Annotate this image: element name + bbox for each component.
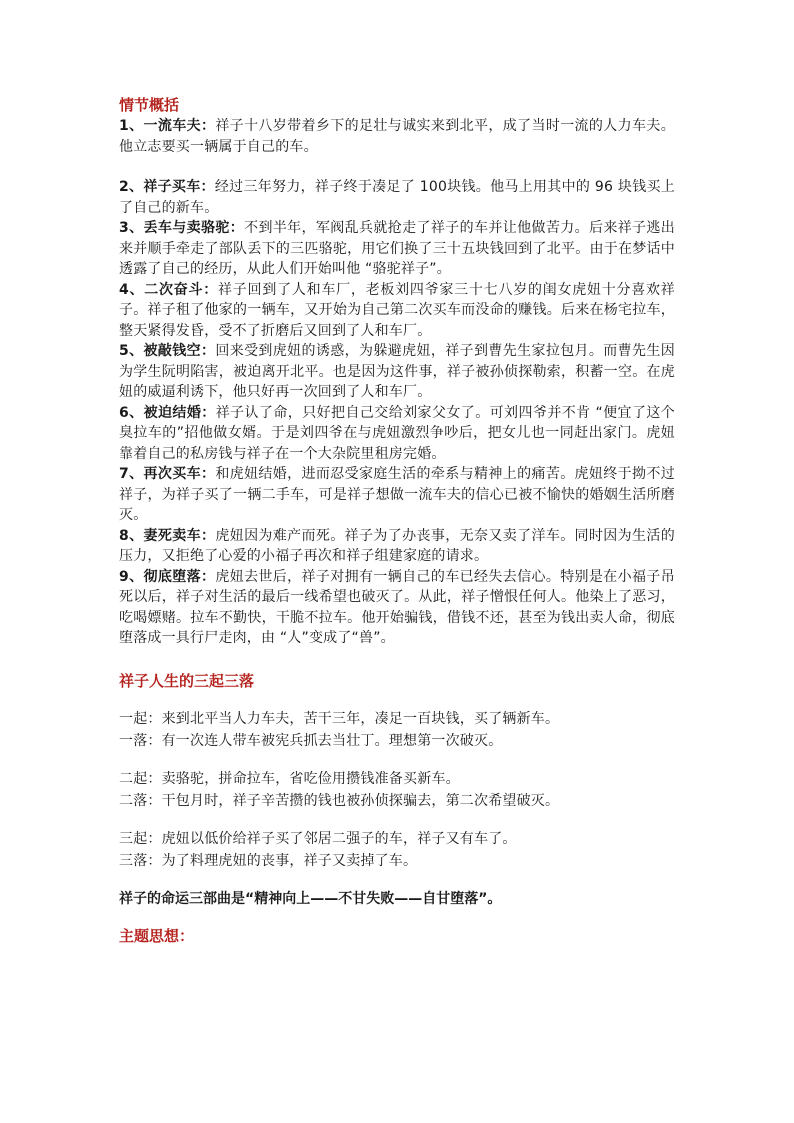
plot-item [119, 403, 675, 465]
spacer [119, 752, 675, 768]
plot-item-label: 3、丢车与卖骆驼： [119, 220, 245, 236]
spacer [119, 157, 675, 177]
plot-item-label: 6、被迫结婚： [119, 404, 216, 421]
plot-item-text: 经过三年努力，祥子终于凑足了 100块钱。他马上用其中的 96 块钱买上了自己的新车。 [119, 179, 675, 216]
section-title-theme: 主题思想： [119, 926, 195, 945]
plot-item-text: 虎妞去世后，祥子对拥有一辆自己的车已经失去信心。特别是在小福子吊死以后，祥子对生活的最后一线希望也破灭了。从此，祥子憎恨任何人。他染上了恶习，吃喝嫖赌。拉车不勤快，干脆不拉车。他开始骗钱，借钱不还，甚至为钱出卖人命，彻底堕落成一具行尸走肉，由 “人”变成了“兽”。 [119, 568, 675, 646]
fate-trilogy-summary: 祥子的命运三部曲是“精神向上——不甘失败——自甘堕落”。 [119, 890, 502, 907]
spacer [119, 692, 675, 708]
plot-item-label: 9、彻底堕落： [119, 568, 216, 585]
plot-item [119, 464, 675, 526]
plot-item [119, 526, 675, 567]
plot-item [119, 280, 675, 342]
spacer [119, 872, 675, 888]
spacer [119, 812, 675, 828]
plot-item-text: 祥子认了命，只好把自己交给刘家父女了。可刘四爷并不肯 “便宜了这个臭拉车的”招他做女婿。于是刘四爷在与虎妞激烈争吵后，把女儿也一同赶出家门。虎妞靠着自己的私房钱与祥子在一个大杂院里租房完婚。 [119, 404, 675, 462]
plot-item-text: 虎妞因为难产而死。祥子为了办丧事，无奈又卖了洋车。同时因为生活的压力，又拒绝了心爱的小福子再次和祥子组建家庭的请求。 [119, 527, 675, 564]
plot-item-text: 不到半年，军阀乱兵就抢走了祥子的车并让他做苦力。后来祥子逃出来并顺手牵走了部队丢下的三匹骆驼，用它们换了三十五块钱回到了北平。由于在梦话中透露了自己的经历，从此人们开始叫他 “骆驼祥子”。 [119, 220, 676, 277]
rise-fall-line: 二起：卖骆驼，拼命拉车，省吃俭用攒钱准备买新车。 [119, 770, 460, 787]
rise-fall-line: 一落：有一次连人带车被宪兵抓去当壮丁。理想第一次破灭。 [119, 732, 503, 749]
spacer [119, 649, 675, 671]
plot-item-label: 4、二次奋斗： [119, 281, 219, 298]
plot-item [119, 177, 675, 218]
plot-item-label: 2、祥子买车： [119, 179, 215, 195]
rise-fall-line: 三起：虎妞以低价给祥子买了邻居二强子的车，祥子又有车了。 [119, 830, 517, 847]
plot-item-text: 祥子十八岁带着乡下的足壮与诚实来到北平，成了当时一流的人力车夫。他立志要买一辆属于自己的车。 [119, 118, 675, 155]
plot-item-text: 和虎妞结婚，进而忍受家庭生活的牵系与精神上的痛苦。虎妞终于拗不过祥子，为祥子买了一辆二手车，可是祥子想做一流车夫的信心已被不愉快的婚姻生活所磨灭。 [119, 466, 675, 523]
section-title-plot-summary: 情节概括 [119, 96, 180, 114]
plot-item [119, 116, 675, 157]
plot-item-label: 7、再次买车： [119, 466, 216, 482]
plot-item [119, 341, 675, 403]
rise-fall-line: 二落：干包月时，祥子辛苦攒的钱也被孙侦探骗去，第二次希望破灭。 [119, 792, 560, 809]
section-title-rise-fall: 祥子人生的三起三落 [119, 671, 255, 690]
plot-item-text: 祥子回到了人和车厂，老板刘四爷家三十七八岁的闺女虎妞十分喜欢祥子。祥子租了他家的一辆车，又开始为自己第二次买车而没命的赚钱。后来在杨宅拉车，整天紧得发昏，受不了折磨后又回到了人和车厂。 [119, 281, 675, 339]
plot-item-label: 8、妻死卖车： [119, 527, 216, 544]
plot-item [119, 218, 675, 280]
plot-item-text: 回来受到虎妞的诱惑，为躲避虎妞，祥子到曹先生家拉包月。而曹先生因为学生阮明陷害，被迫离开北平。也是因为这件事，祥子被孙侦探勒索，积蓄一空。在虎妞的威逼利诱下，他只好再一次回到了人和车厂。 [119, 343, 675, 400]
rise-fall-line: 一起：来到北平当人力车夫，苦干三年，凑足一百块钱，买了辆新车。 [119, 710, 560, 727]
plot-item [119, 567, 675, 649]
plot-item-label: 5、被敲钱空： [119, 343, 216, 359]
document-page [119, 95, 675, 947]
spacer [119, 910, 675, 926]
plot-item-label: 1、一流车夫： [119, 118, 216, 134]
rise-fall-line: 三落：为了料理虎妞的丧事，祥子又卖掉了车。 [119, 852, 418, 869]
